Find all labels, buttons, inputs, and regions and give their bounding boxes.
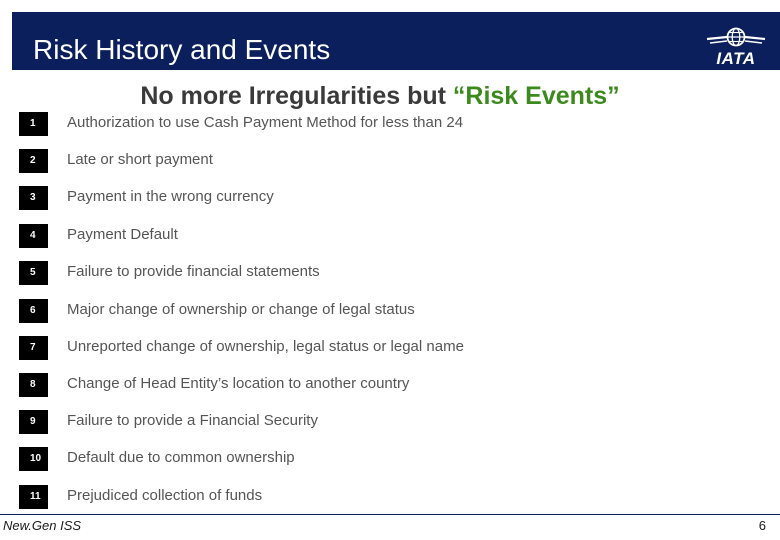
list-item: [19, 299, 759, 323]
list-item: [19, 336, 759, 360]
event-description: Prejudiced collection of funds: [67, 487, 263, 504]
event-description: Major change of ownership or change of legal status: [67, 301, 415, 318]
slide-subtitle: [0, 80, 760, 112]
event-number-badge: 4: [19, 224, 48, 248]
event-description: Authorization to use Cash Payment Method for less than 24: [67, 114, 464, 131]
event-number-badge: 2: [19, 149, 48, 173]
subtitle-prefix: No more Irregularities but: [140, 82, 453, 110]
list-item: [19, 373, 759, 397]
footer-program-name: New.Gen ISS: [3, 518, 82, 533]
event-number-badge: 9: [19, 410, 48, 434]
footer-divider: [0, 514, 780, 515]
event-number-badge: 11: [19, 485, 48, 509]
event-description: Failure to provide a Financial Security: [67, 412, 318, 429]
list-item: [19, 186, 759, 210]
event-description: Payment in the wrong currency: [67, 188, 274, 205]
event-number-badge: 3: [19, 186, 48, 210]
title-bar: [12, 12, 780, 70]
iata-logo: [705, 26, 767, 70]
event-description: Default due to common ownership: [67, 449, 295, 466]
event-number-badge: 1: [19, 112, 48, 136]
event-description: Change of Head Entity’s location to another country: [67, 375, 410, 392]
event-number-badge: 7: [19, 336, 48, 360]
event-description: Payment Default: [67, 226, 178, 243]
event-number-badge: 10: [19, 447, 48, 471]
list-item: [19, 112, 759, 136]
list-item: [19, 261, 759, 285]
slide-title: Risk History and Events: [33, 34, 331, 65]
event-number-badge: 8: [19, 373, 48, 397]
list-item: [19, 410, 759, 434]
list-item: [19, 447, 759, 471]
list-item: [19, 485, 759, 509]
event-description: Failure to provide financial statements: [67, 263, 320, 280]
subtitle-accent: “Risk Events”: [452, 82, 620, 110]
list-item: [19, 149, 759, 173]
event-description: Unreported change of ownership, legal status or legal name: [67, 338, 464, 355]
event-number-badge: 5: [19, 261, 48, 285]
list-item: [19, 224, 759, 248]
event-number-badge: 6: [19, 299, 48, 323]
event-description: Late or short payment: [67, 151, 213, 168]
iata-wordmark: IATA: [716, 49, 756, 68]
page-number: 6: [758, 518, 766, 533]
